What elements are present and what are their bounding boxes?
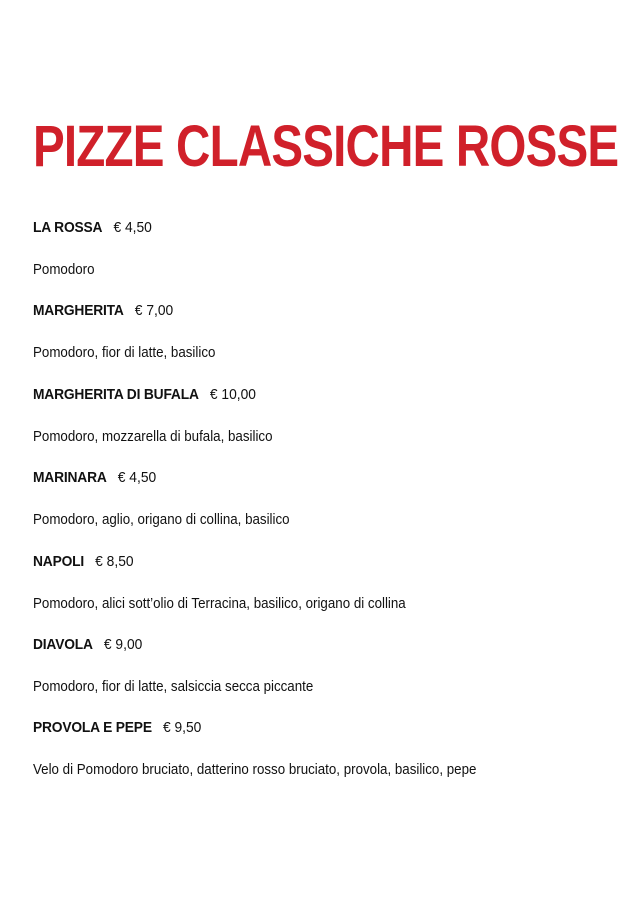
menu-item — [33, 714, 613, 797]
menu-item-name: LA ROSSA — [33, 219, 110, 236]
menu-item-description: Pomodoro, mozzarella di bufala, basilico — [33, 428, 273, 445]
menu-item-header — [33, 214, 567, 242]
menu-item-header — [33, 297, 567, 325]
menu-item-header — [33, 548, 567, 576]
page-title: PIZZE CLASSICHE ROSSE — [33, 114, 619, 179]
menu-item-price: € 7,00 — [134, 302, 174, 320]
menu-item-name: NAPOLI — [33, 552, 92, 570]
menu-item — [33, 548, 613, 631]
menu-item-description: Pomodoro, aglio, origano di collina, basilico — [33, 512, 290, 529]
menu-item — [33, 297, 613, 380]
menu-item-name: PROVOLA E PEPE — [33, 719, 160, 737]
menu-item-description: Pomodoro, fior di latte, salsiccia secca piccante — [33, 678, 314, 695]
menu-item-name: MARGHERITA DI BUFALA — [33, 385, 207, 403]
menu-item-price: € 8,50 — [95, 552, 134, 570]
menu-item-price: € 10,00 — [209, 385, 256, 403]
menu-item-price: € 4,50 — [117, 469, 157, 487]
menu-item-description: Pomodoro, alici sott’olio di Terracina, basilico, origano di collina — [33, 595, 406, 612]
menu-item-price: € 9,50 — [162, 719, 202, 737]
menu-item-name: DIAVOLA — [33, 635, 101, 653]
menu-item-name: MARINARA — [33, 469, 114, 487]
menu-item-price: € 9,00 — [103, 635, 143, 653]
menu-item-description: Pomodoro — [33, 262, 95, 278]
menu-item — [33, 214, 613, 297]
menu-item-header — [33, 464, 567, 492]
menu-list — [33, 214, 613, 798]
menu-item-description: Velo di Pomodoro bruciato, datterino rosso bruciato, provola, basilico, pepe — [33, 762, 477, 779]
menu-item-header — [33, 381, 567, 409]
menu-item-description: Pomodoro, fior di latte, basilico — [33, 345, 216, 362]
menu-item — [33, 381, 613, 464]
menu-item — [33, 631, 613, 714]
menu-item-name: MARGHERITA — [33, 302, 131, 320]
menu-item — [33, 464, 613, 547]
menu-item-header — [33, 631, 567, 659]
menu-item-header — [33, 714, 567, 742]
menu-item-price: € 4,50 — [113, 219, 152, 236]
